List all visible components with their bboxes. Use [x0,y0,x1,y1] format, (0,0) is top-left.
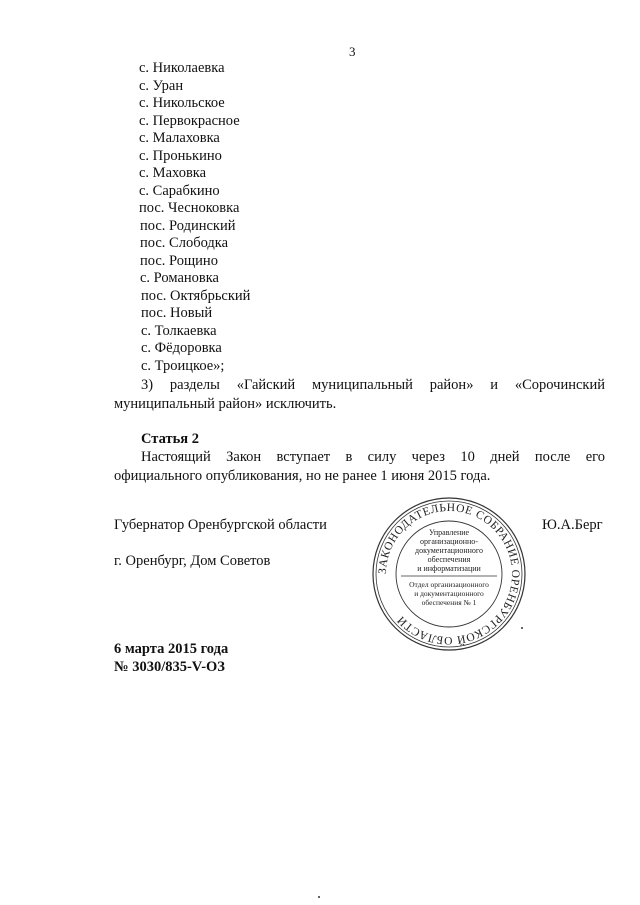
list-item: пос. Чесноковка [139,200,240,216]
list-item: пос. Слободка [140,235,229,251]
stamp-text-line: и информатизации [417,564,481,573]
list-item: с. Троицкое»; [141,357,225,374]
list-item: пос. Родинский [140,217,236,234]
stamp-text-line: обеспечения [427,555,471,564]
date: 6 марта 2015 года [114,641,229,657]
list-item: с. Пронькино [139,147,222,164]
list-item: пос. Октябрьский [141,287,251,304]
scan-speck [521,627,523,629]
law-number: № 3030/835-V-ОЗ [114,659,225,675]
item3-line2: муниципальный район» исключить. [114,396,337,412]
list-item: с. Фёдоровка [141,340,222,356]
article-line1: Настоящий Закон вступает в силу через 10 дней после его [141,449,605,465]
article-title: Статья 2 [141,431,199,447]
scan-speck [318,896,320,898]
governor-title: Губернатор Оренбургской области [114,517,327,533]
list-item: с. Малаховка [139,130,220,146]
stamp-text-line: Управление [428,528,470,537]
list-item: с. Николаевка [139,60,225,76]
page-number: 3 [349,44,356,59]
article-line2: официального опубликования, но не ранее 1 июня 2015 года. [114,468,491,484]
list-item: пос. Рощино [140,252,218,269]
list-item: с. Романовка [140,270,219,286]
list-item: с. Толкаевка [141,322,217,339]
official-stamp [371,496,527,652]
list-item: с. Маховка [139,165,207,181]
list-item: с. Уран [139,77,184,94]
list-item: с. Сарабкино [139,182,220,199]
stamp-ring-text: ЗАКОНОДАТЕЛЬНОЕ СОБРАНИЕ ОРЕНБУРГСКОЙ ОБЛАСТИ [376,501,522,647]
list-item: пос. Новый [141,305,213,321]
stamp-text-line: организационно- [420,537,478,546]
place: г. Оренбург, Дом Советов [114,553,271,569]
list-item: с. Первокрасное [139,112,240,129]
item3-line1: 3) разделы «Гайский муниципальный район» и «Сорочинский [141,377,605,393]
list-item: с. Никольское [139,95,225,111]
stamp-text-line: обеспечения № 1 [421,598,477,607]
stamp-text-line: и документационного [414,589,484,598]
stamp-text-line: Отдел организационного [409,580,489,589]
governor-name: Ю.А.Берг [542,517,603,533]
stamp-text-line: документационного [415,546,483,555]
